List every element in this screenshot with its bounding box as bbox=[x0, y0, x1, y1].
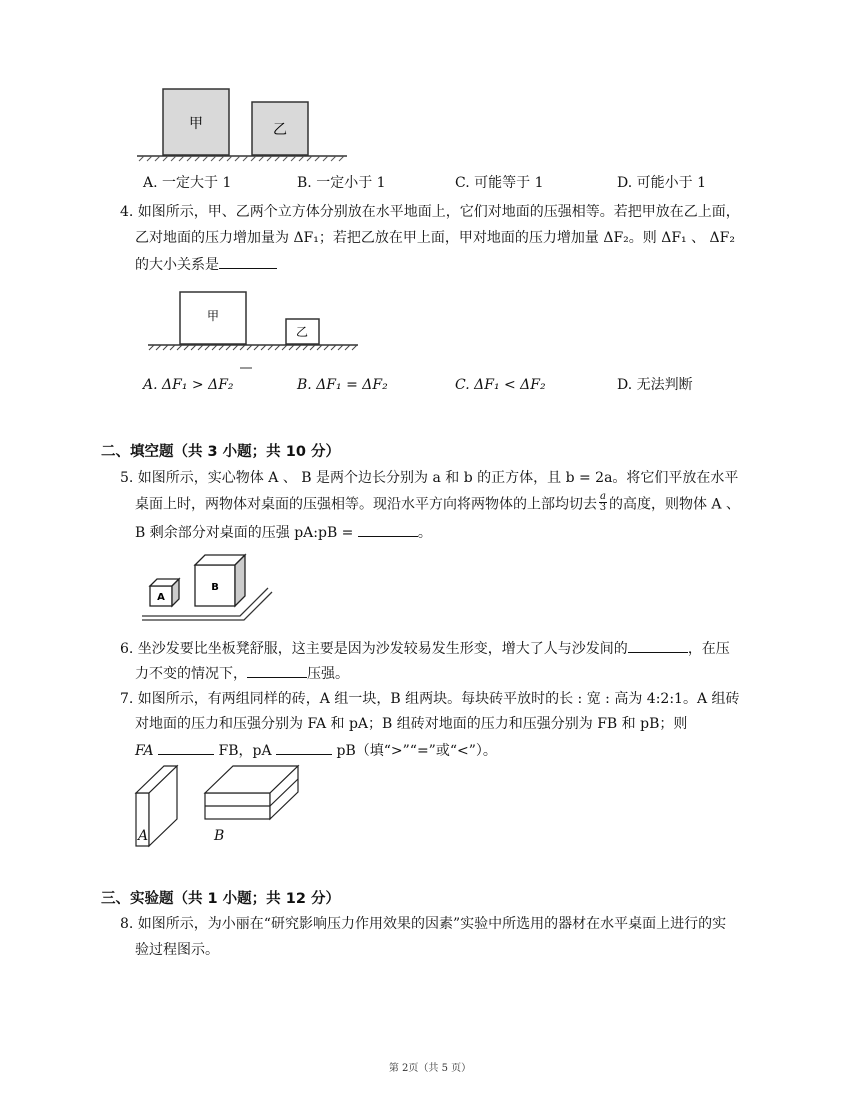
q5-text-line2-part2: 的高度，则物体 A 、 bbox=[608, 496, 740, 513]
q3-option-a: A. 一定大于 1 bbox=[143, 175, 232, 191]
q5-text-line3-label: B 剩余部分对桌面的压强 pA:pB = bbox=[135, 525, 354, 541]
q4-text-line3 bbox=[135, 254, 277, 275]
fig-q4-jia: 甲 bbox=[206, 309, 220, 323]
q7-answer-blank-1[interactable] bbox=[158, 740, 214, 755]
q6-text-line1-part1: 6. 坐沙发要比坐板凳舒服，这主要是因为沙发较易发生形变，增大了人与沙发间的 bbox=[120, 641, 628, 657]
q7-pb-label: pB（填“>”“=”或“<”）。 bbox=[336, 743, 497, 759]
q4-text-line2: 乙对地面的压力增加量为 ΔF₁；若把乙放在甲上面，甲对地面的压力增加量 ΔF₂。则 ΔF₁ 、 ΔF₂ bbox=[135, 230, 735, 246]
q4-option-c: C. ΔF₁ < ΔF₂ bbox=[455, 377, 546, 393]
q3-option-b: B. 一定小于 1 bbox=[297, 175, 386, 191]
section3-heading: 三、实验题（共 1 小题；共 12 分） bbox=[101, 891, 340, 907]
q5-fraction bbox=[599, 492, 607, 513]
q5-text-line2 bbox=[135, 491, 740, 515]
q4-option-a: A. ΔF₁ > ΔF₂ bbox=[143, 377, 234, 393]
q6-text-line1 bbox=[120, 638, 730, 659]
q5-answer-blank[interactable] bbox=[358, 522, 418, 537]
q6-answer-blank-2[interactable] bbox=[247, 663, 307, 678]
q7-text-line3 bbox=[135, 740, 497, 761]
fig-q5-cubes bbox=[140, 548, 280, 628]
fig-q4-yi: 乙 bbox=[295, 325, 309, 339]
q3-option-d: D. 可能小于 1 bbox=[617, 175, 706, 191]
fig-q7-label-a: A bbox=[138, 828, 149, 844]
q5-text-line3-end: 。 bbox=[417, 525, 432, 541]
q6-text-line1-part2: ，在压 bbox=[687, 641, 730, 657]
fig-q3-blocks bbox=[135, 85, 355, 165]
q6-text-line2 bbox=[135, 663, 349, 684]
q7-text-line1: 7. 如图所示，有两组同样的砖，A 组一块，B 组两块。每块砖平放时的长 : 宽 : 高为 4:2:1。A 组砖 bbox=[120, 691, 740, 707]
fig-q5-label-b: B bbox=[211, 582, 219, 593]
section2-heading: 二、填空题（共 3 小题；共 10 分） bbox=[101, 444, 340, 460]
q5-fraction-denominator: 3 bbox=[599, 502, 607, 513]
fig-q3-jia: 甲 bbox=[189, 116, 203, 132]
fig-q3-yi: 乙 bbox=[273, 122, 287, 138]
q6-text-line2-part1: 力不变的情况下， bbox=[135, 666, 247, 682]
q4-option-d: D. 无法判断 bbox=[617, 377, 693, 393]
fig-q7-label-b: B bbox=[214, 828, 225, 844]
q8-text-line1: 8. 如图所示，为小丽在“研究影响压力作用效果的因素”实验中所选用的器材在水平桌面上进行的实 bbox=[120, 916, 727, 932]
q4-text-line1: 4. 如图所示，甲、乙两个立方体分别放在水平地面上，它们对地面的压强相等。若把甲放在乙上面， bbox=[120, 204, 740, 220]
q7-answer-blank-2[interactable] bbox=[276, 740, 332, 755]
page-footer: 第 2页（共 5 页） bbox=[388, 1063, 472, 1074]
q4-answer-blank[interactable] bbox=[219, 254, 277, 269]
q7-text-line2: 对地面的压力和压强分别为 FA 和 pA；B 组砖对地面的压力和压强分别为 FB 和 pB；则 bbox=[135, 716, 688, 732]
fig-q4-blocks bbox=[146, 286, 371, 376]
q6-text-line2-part2: 压强。 bbox=[307, 666, 349, 682]
q5-text-line3 bbox=[135, 522, 432, 543]
q6-answer-blank-1[interactable] bbox=[628, 638, 688, 653]
q8-text-line2: 验过程图示。 bbox=[135, 942, 219, 958]
q3-option-c: C. 可能等于 1 bbox=[455, 175, 544, 191]
q5-text-line2-part1: 桌面上时，两物体对桌面的压强相等。现沿水平方向将两物体的上部均切去 bbox=[135, 496, 597, 513]
q7-fb-pa-label: FB，pA bbox=[218, 743, 272, 759]
q7-fa-label: FA bbox=[135, 743, 154, 759]
q4-text-line3-label: 的大小关系是 bbox=[135, 257, 219, 273]
q4-option-b: B. ΔF₁ = ΔF₂ bbox=[297, 377, 388, 393]
q5-fraction-numerator: a bbox=[600, 491, 606, 502]
fig-q5-label-a: A bbox=[157, 592, 165, 603]
q5-text-line1: 5. 如图所示，实心物体 A 、 B 是两个边长分别为 a 和 b 的正方体，且 b = 2a。将它们平放在水平 bbox=[120, 470, 739, 486]
